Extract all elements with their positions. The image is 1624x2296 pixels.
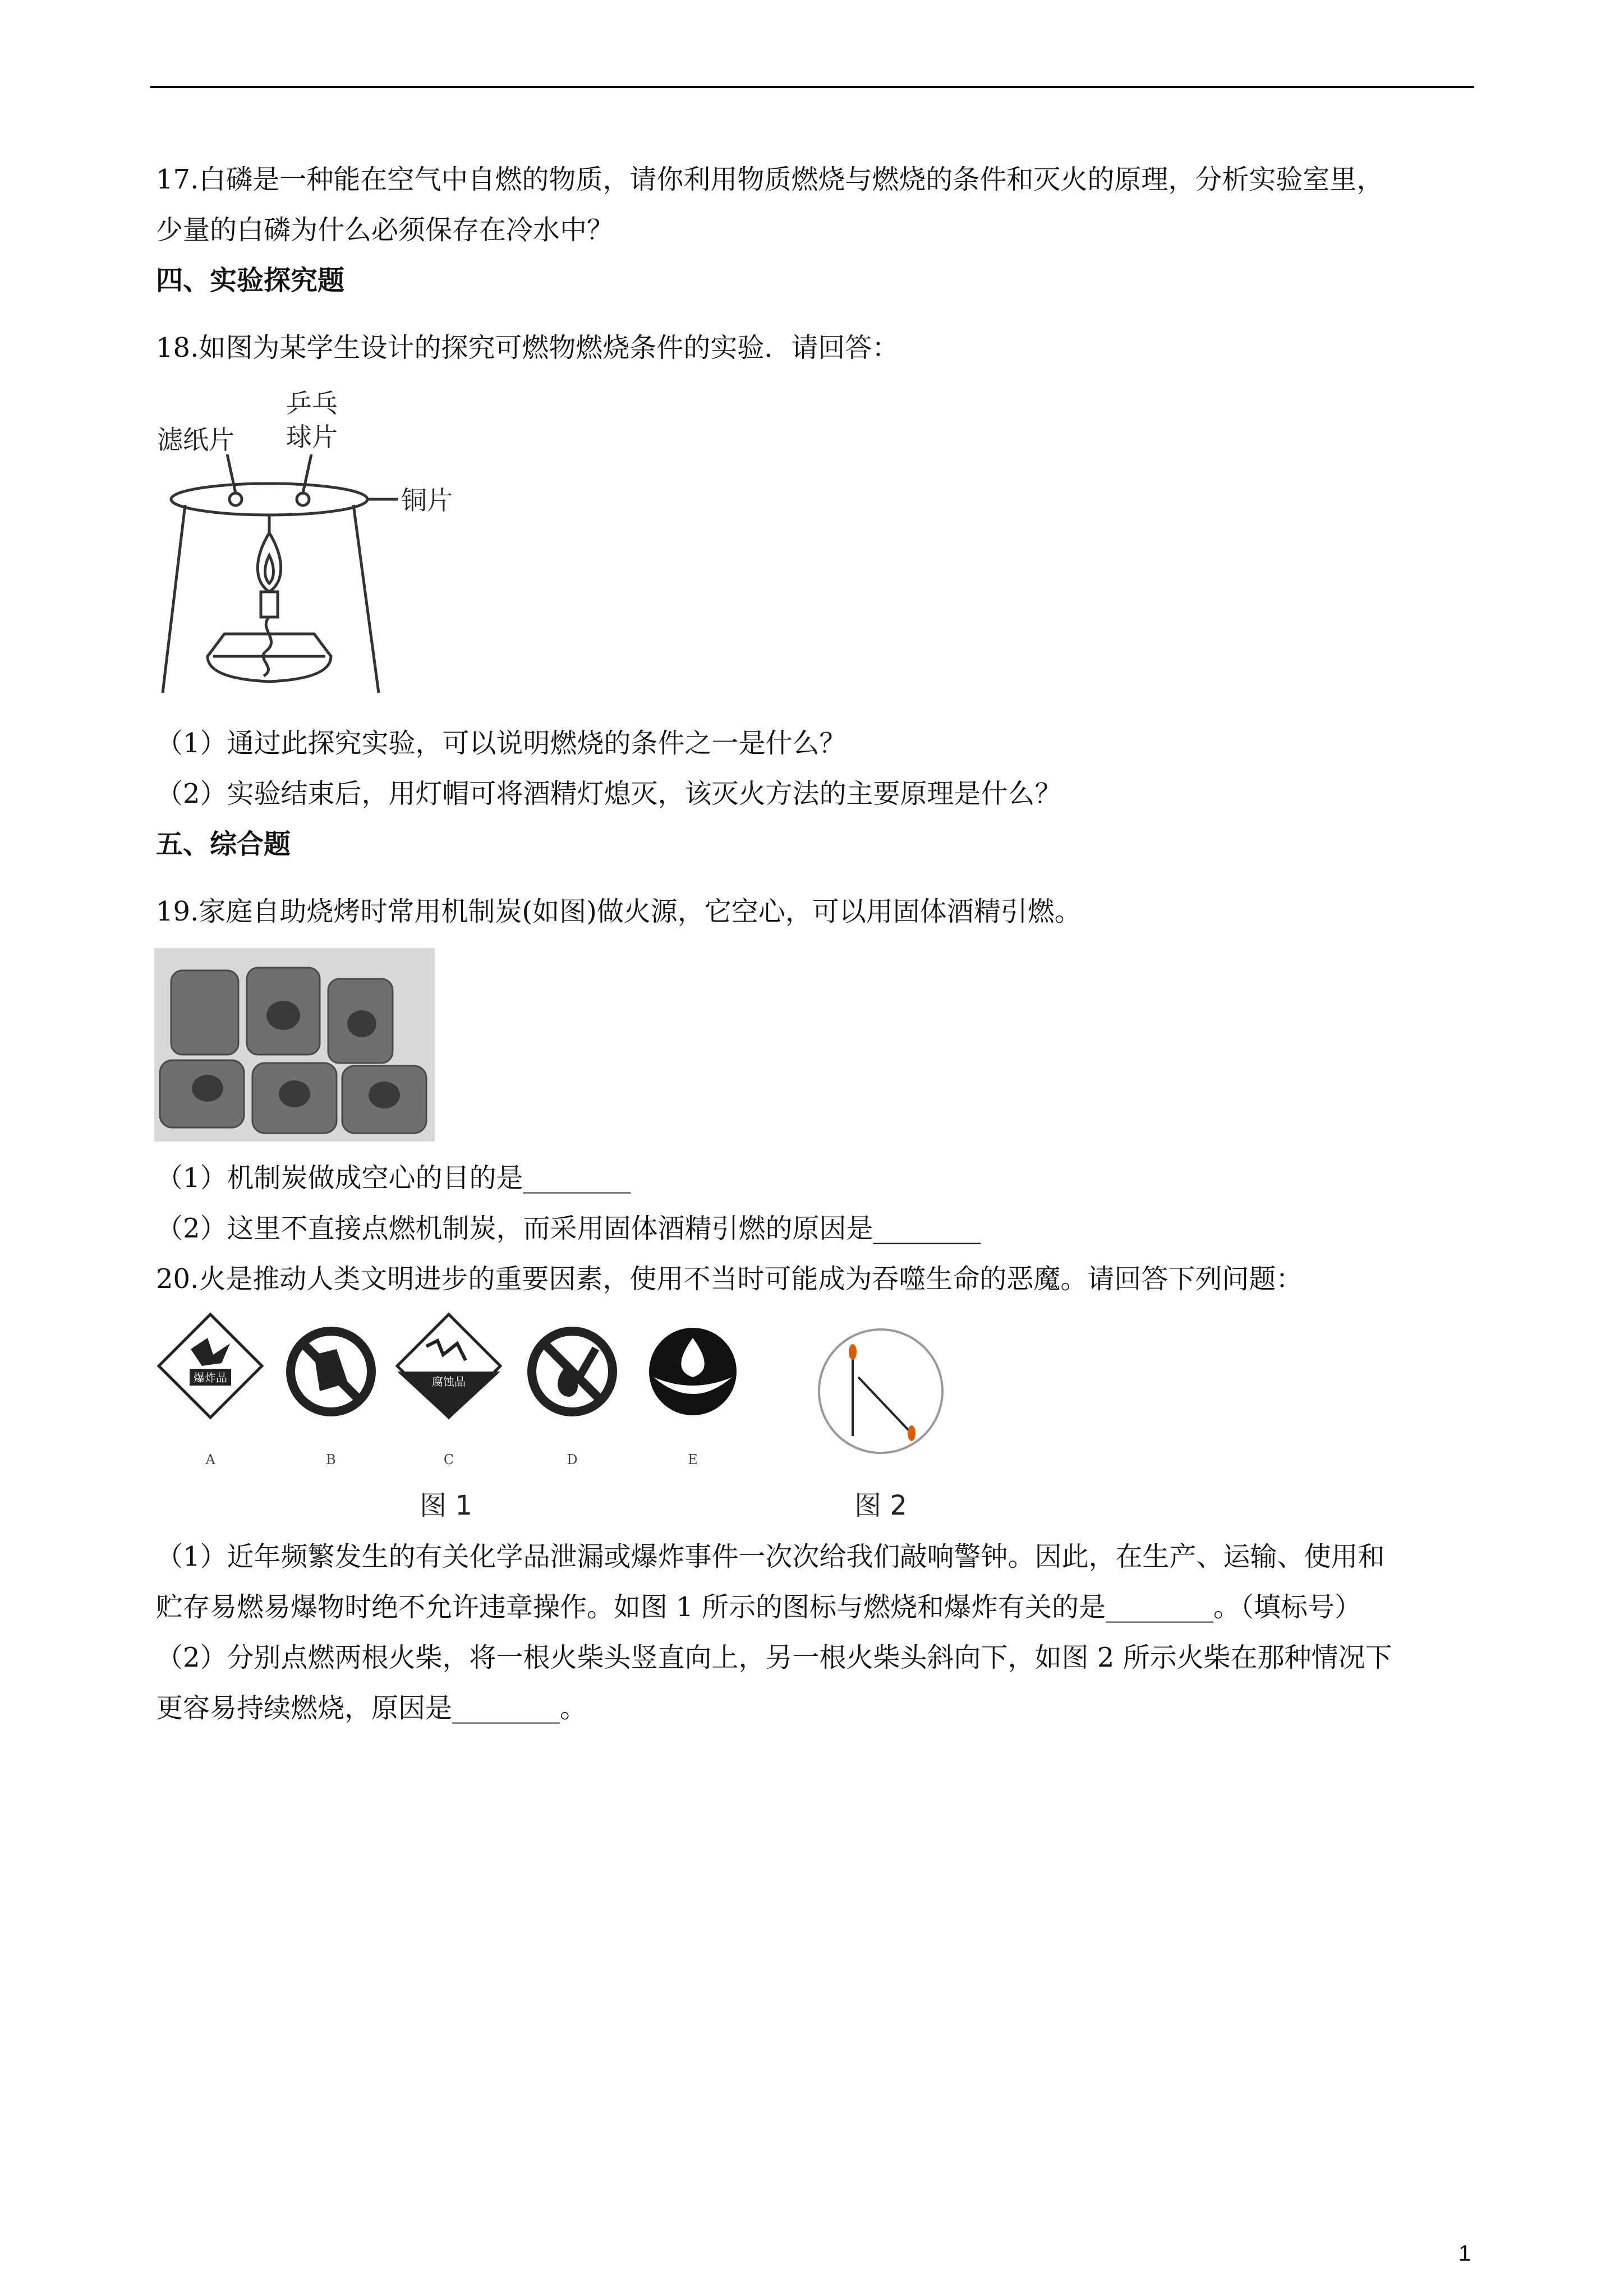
filter-paper-label: 滤纸片: [157, 425, 234, 455]
q20-stem: 20.火是推动人类文明进步的重要因素，使用不当时可能成为吞噬生命的恶魔。请回答下列问题：: [156, 1263, 1303, 1295]
figure-1-caption: 图 1: [420, 1490, 472, 1521]
explosive-icon: [159, 1314, 262, 1418]
q19-stem: 19.家庭自助烧烤时常用机制炭(如图)做火源，它空心，可以用固体酒精引燃。: [156, 896, 1082, 927]
no-smoking-icon: [532, 1331, 613, 1412]
water-saving-icon: [649, 1328, 737, 1415]
section-4-heading: 四、实验探究题: [156, 265, 345, 296]
q17-line-2: 少量的白磷为什么必须保存在冷水中？: [156, 214, 614, 246]
corrosive-icon: [397, 1314, 500, 1419]
q19-sub-1: （1）机制炭做成空心的目的是________: [156, 1162, 631, 1194]
q20-sub-1-line-2: 贮存易燃易爆物时绝不允许违章操作。如图 1 所示的图标与燃烧和爆炸有关的是________。（填标号）: [156, 1591, 1362, 1623]
copper-plate: [171, 484, 367, 515]
q20-sub-2-line-1: （2）分别点燃两根火柴，将一根火柴头竖直向上，另一根火柴头斜向下，如图 2 所示火柴在那种情况下: [156, 1642, 1392, 1673]
pingpong-label-1: 乒乓: [286, 388, 338, 418]
icon-d-letter: D: [567, 1452, 578, 1467]
copper-label: 铜片: [401, 485, 453, 516]
icon-a-letter: A: [205, 1452, 215, 1467]
icon-b-letter: B: [326, 1452, 336, 1467]
pingpong-sample: [297, 493, 309, 505]
icon-c-text: 腐蚀品: [432, 1375, 466, 1388]
icon-a-text: 爆炸品: [194, 1371, 227, 1384]
filter-paper-sample: [229, 493, 242, 505]
header-rule: [150, 86, 1474, 88]
hazard-icons-figure: [151, 1315, 965, 1529]
no-fireworks-icon: [291, 1331, 371, 1412]
q18-sub-1: （1）通过此探究实验，可以说明燃烧的条件之一是什么？: [156, 728, 846, 759]
combustion-experiment-figure: [151, 387, 453, 707]
charcoal-briquettes-photo: [154, 948, 435, 1142]
q20-sub-1-line-1: （1）近年频繁发生的有关化学品泄漏或爆炸事件一次次给我们敲响警钟。因此，在生产、运输、使用和: [156, 1541, 1385, 1572]
tripod-leg-right: [353, 505, 379, 693]
wick: [263, 617, 271, 676]
figure-2-caption: 图 2: [854, 1490, 907, 1521]
tripod-leg-left: [163, 505, 185, 693]
q20-sub-2-line-2: 更容易持续燃烧，原因是________。: [156, 1692, 587, 1724]
section-5-heading: 五、综合题: [156, 829, 291, 860]
q17-line-1: 17.白磷是一种能在空气中自燃的物质，请你利用物质燃烧与燃烧的条件和灭火的原理，分析实验室里，: [156, 164, 1384, 195]
page-number: 1: [1459, 2241, 1471, 2266]
q18-sub-2: （2）实验结束后，用灯帽可将酒精灯熄灭，该灭火方法的主要原理是什么？: [156, 778, 1062, 809]
q19-sub-2: （2）这里不直接点燃机制炭，而采用固体酒精引燃的原因是________: [156, 1213, 981, 1244]
matches-figure: [819, 1329, 942, 1453]
icon-e-letter: E: [688, 1452, 698, 1467]
pingpong-label-2: 球片: [286, 422, 338, 452]
q18-stem: 18.如图为某学生设计的探究可燃物燃烧条件的实验．请回答：: [156, 332, 899, 364]
icon-c-letter: C: [443, 1452, 454, 1467]
